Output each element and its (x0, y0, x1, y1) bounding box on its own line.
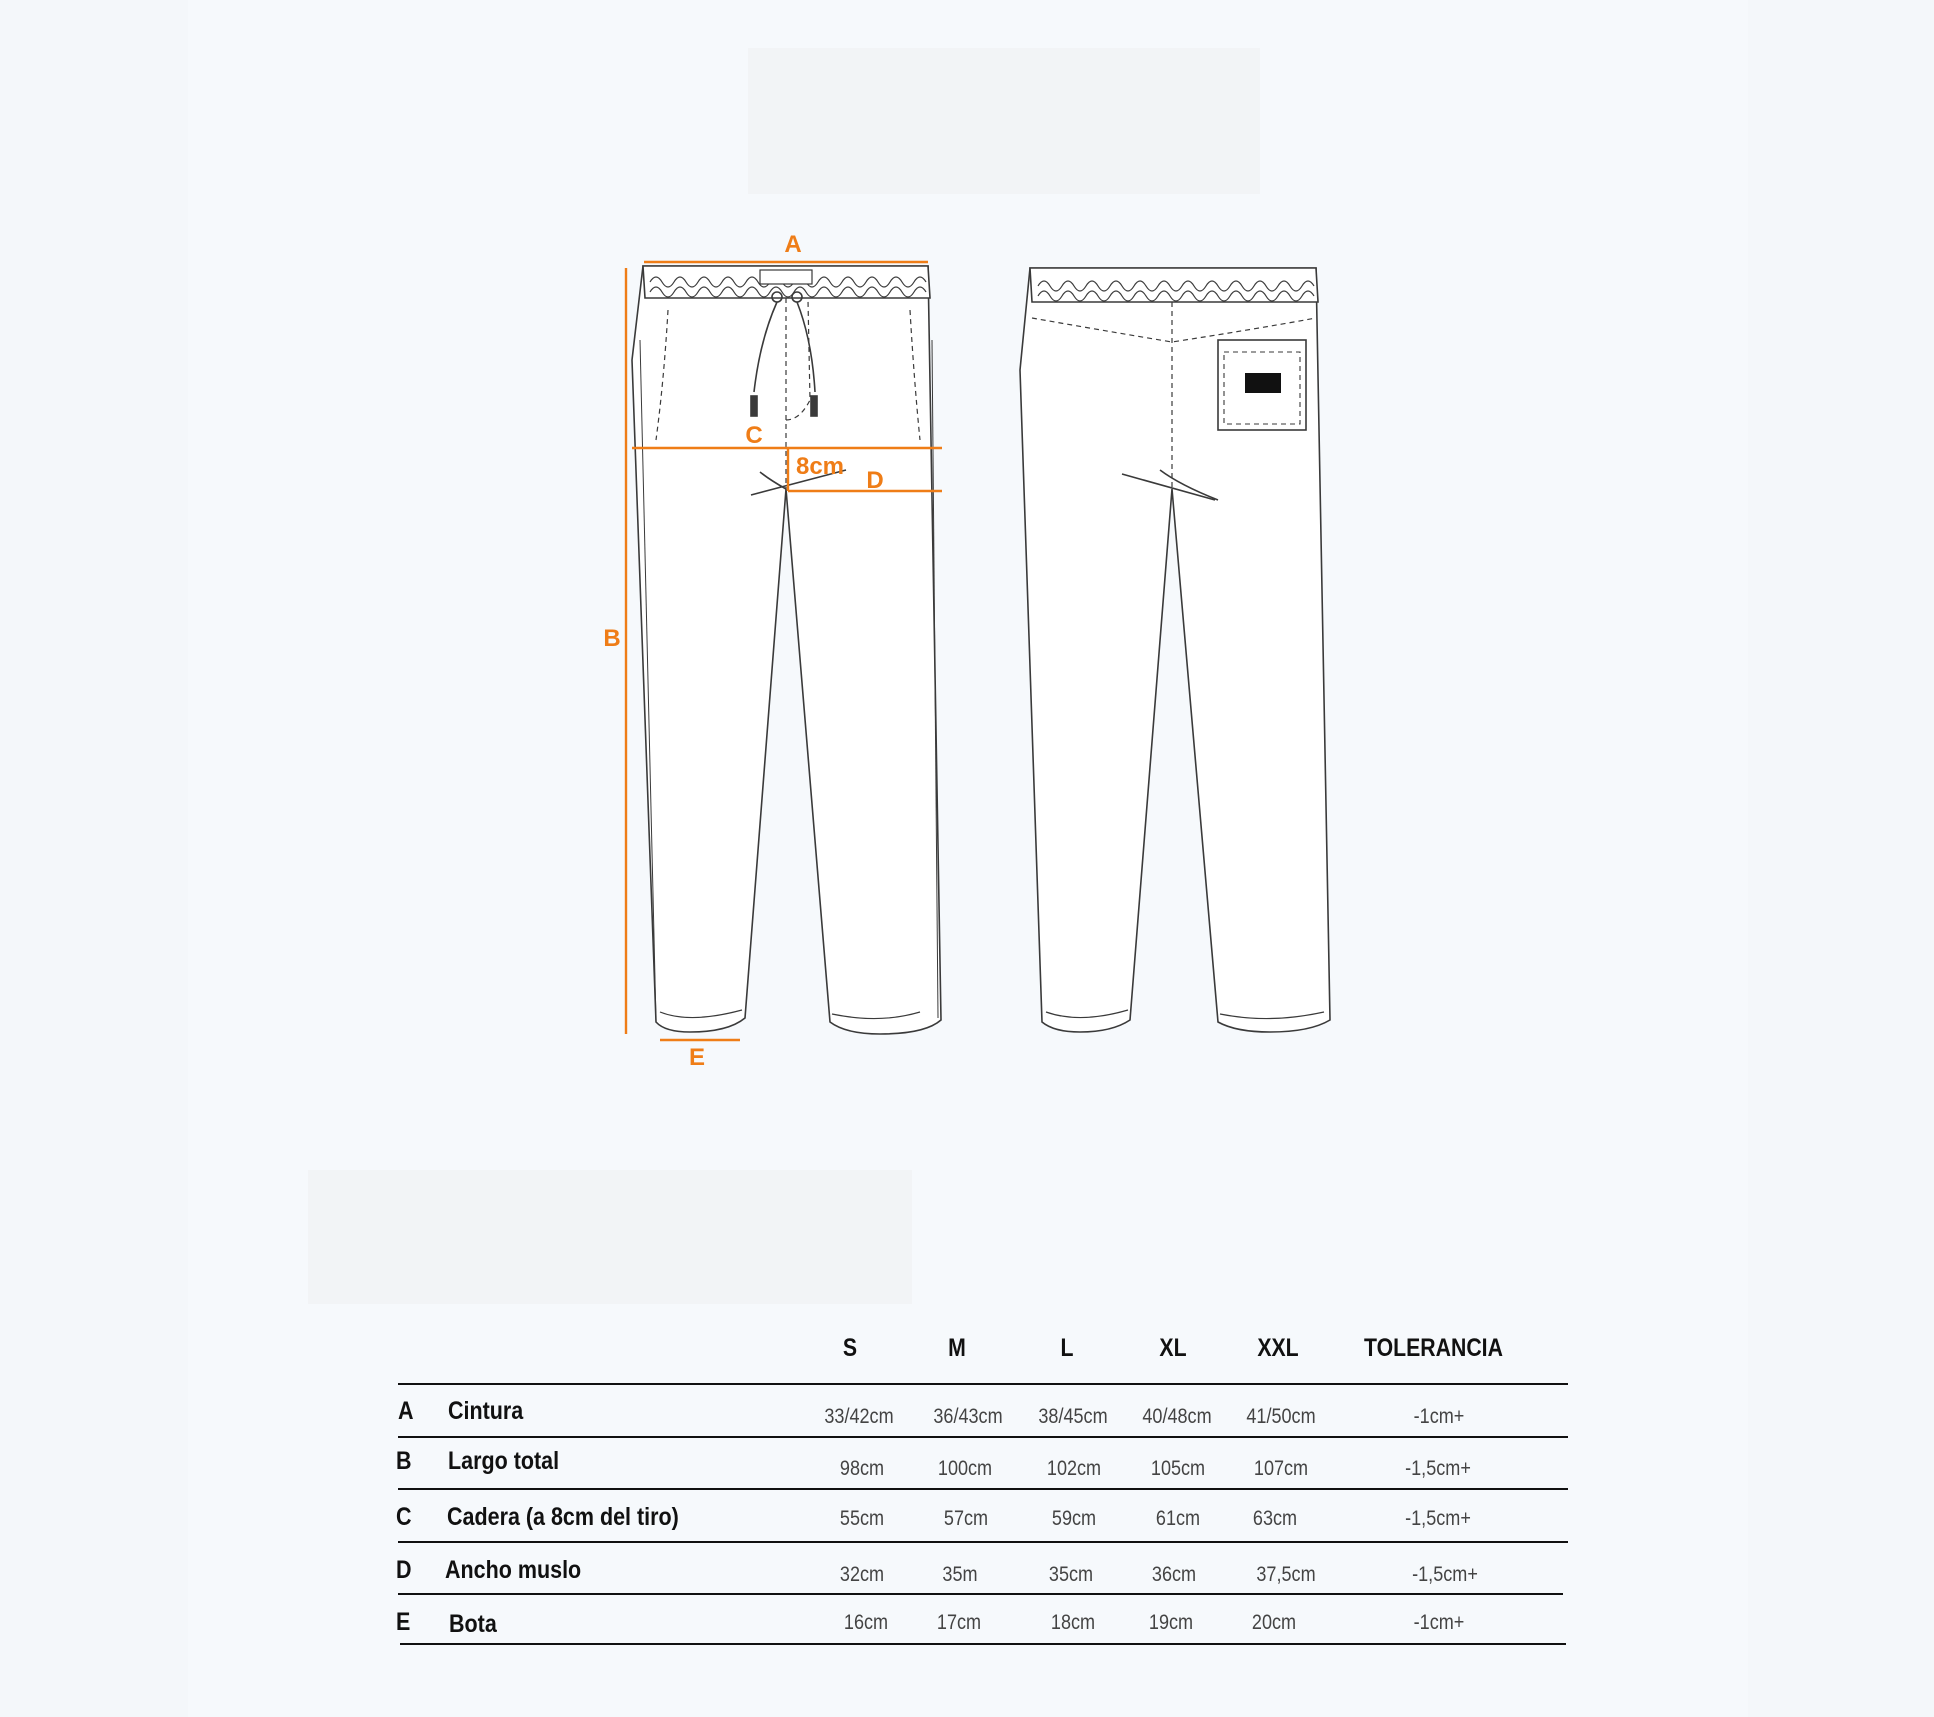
table-rule-e (400, 1643, 1566, 1645)
cell-a-m: 36/43cm (933, 1405, 1003, 1428)
cell-a-tolerance: -1cm+ (1413, 1405, 1465, 1428)
cell-a-l: 38/45cm (1038, 1405, 1108, 1428)
cell-b-l: 102cm (1046, 1457, 1102, 1480)
cell-a-s: 33/42cm (824, 1405, 894, 1428)
cell-c-m: 57cm (943, 1507, 989, 1530)
cell-e-s: 16cm (843, 1611, 889, 1634)
offset-8cm-label: 8cm (795, 453, 845, 480)
cell-a-xl: 40/48cm (1142, 1405, 1212, 1428)
cell-e-l: 18cm (1050, 1611, 1096, 1634)
row-a-letter: A (398, 1397, 414, 1425)
dimension-c-label: C (745, 422, 763, 449)
tolerance-header: TOLERANCIA (1364, 1334, 1503, 1362)
row-b-letter: B (396, 1447, 412, 1475)
cell-e-xxl: 20cm (1251, 1611, 1297, 1634)
size-header-s: S (842, 1334, 858, 1362)
cell-a-xxl: 41/50cm (1246, 1405, 1316, 1428)
row-d-letter: D (396, 1556, 412, 1584)
cell-c-xxl: 63cm (1252, 1507, 1298, 1530)
cell-e-tolerance: -1cm+ (1413, 1611, 1465, 1634)
front-pants-drawing (632, 266, 941, 1034)
table-rule-header (398, 1383, 1568, 1385)
row-c-letter: C (396, 1503, 412, 1531)
dimension-b-label: B (603, 625, 621, 652)
cell-b-s: 98cm (839, 1457, 885, 1480)
cell-c-tolerance: -1,5cm+ (1405, 1507, 1471, 1530)
cell-d-xl: 36cm (1151, 1563, 1197, 1586)
cell-c-s: 55cm (839, 1507, 885, 1530)
size-header-m: M (948, 1334, 966, 1362)
row-b-label: Largo total (448, 1447, 560, 1475)
row-e-label: Bota (449, 1610, 497, 1638)
back-pants-drawing (1020, 268, 1330, 1032)
cell-c-xl: 61cm (1155, 1507, 1201, 1530)
cell-e-m: 17cm (936, 1611, 982, 1634)
cell-b-xl: 105cm (1150, 1457, 1206, 1480)
row-e-letter: E (396, 1608, 411, 1636)
cell-b-tolerance: -1,5cm+ (1405, 1457, 1471, 1480)
size-header-xl: XL (1159, 1334, 1187, 1362)
cell-e-xl: 19cm (1148, 1611, 1194, 1634)
table-rule-b (398, 1488, 1568, 1490)
cell-d-xxl: 37,5cm (1256, 1563, 1316, 1586)
cell-b-xxl: 107cm (1253, 1457, 1309, 1480)
row-c-label: Cadera (a 8cm del tiro) (447, 1503, 679, 1531)
cell-b-m: 100cm (937, 1457, 993, 1480)
table-rule-c (398, 1541, 1568, 1543)
row-d-label: Ancho muslo (445, 1556, 582, 1584)
brand-label-icon (1245, 373, 1281, 393)
cell-d-tolerance: -1,5cm+ (1412, 1563, 1478, 1586)
row-a-label: Cintura (448, 1397, 524, 1425)
size-header-xxl: XXL (1257, 1334, 1299, 1362)
cell-c-l: 59cm (1051, 1507, 1097, 1530)
dimension-a-label: A (784, 231, 802, 258)
cell-d-l: 35cm (1048, 1563, 1094, 1586)
dimension-d-label: D (866, 467, 884, 494)
dimension-e-label: E (688, 1044, 706, 1071)
cell-d-m: 35m (942, 1563, 978, 1586)
table-rule-d (398, 1593, 1563, 1595)
table-rule-a (398, 1436, 1568, 1438)
size-header-l: L (1060, 1334, 1074, 1362)
cell-d-s: 32cm (839, 1563, 885, 1586)
title-placeholder (308, 1170, 912, 1304)
